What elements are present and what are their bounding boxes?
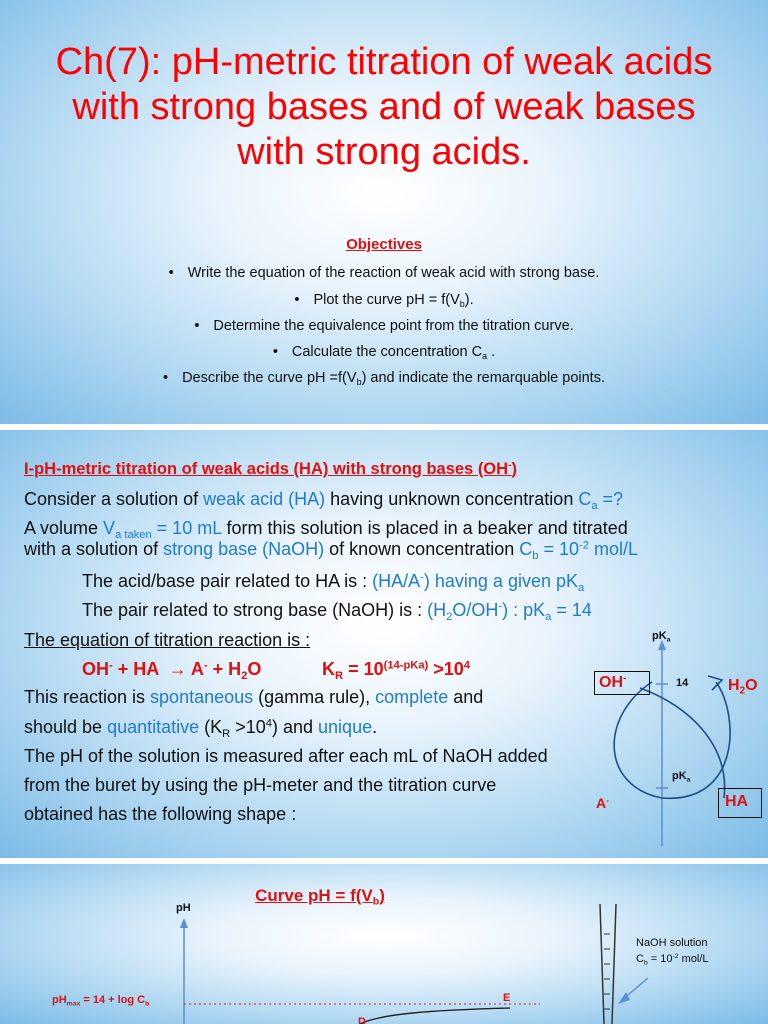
- text-line: The pH of the solution is measured after each mL of NaOH added: [24, 746, 548, 766]
- text-line: from the buret by using the pH-meter and the titration curve: [24, 775, 497, 795]
- curve-title: Curve pH = $f(V_b)$: [255, 886, 385, 908]
- objective-item: • Calculate the concentration $C_a$ .: [0, 344, 768, 360]
- slide-curve: [0, 864, 768, 1024]
- slide-objectives: [0, 0, 768, 424]
- text-line: obtained has the following shape :: [24, 804, 297, 824]
- h2o-label: $H_2O$: [728, 677, 758, 697]
- point-e-label: E: [503, 992, 511, 1004]
- objective-item: • Write the equation of the reaction of weak acid with strong base.: [0, 265, 768, 281]
- gamma-rule-diagram: [580, 626, 768, 856]
- objective-item: • Describe the curve pH $=f(V_b)$ and indicate the remarquable points.: [0, 370, 768, 386]
- tick-14-label: 14: [676, 677, 689, 689]
- objective-item: • Determine the equivalence point from the titration curve.: [0, 318, 768, 334]
- slide-titration-intro: [0, 430, 768, 858]
- oh-box: OH-: [594, 671, 650, 695]
- text-line: with a solution of strong base (NaOH) of known concentration $C_b = 10^{-2}$ mol/L: [24, 539, 638, 562]
- objectives-heading: Objectives: [346, 236, 422, 253]
- ha-box: HA: [718, 788, 762, 818]
- text-line: A volume $V_{a taken} = 10$ mL form this solution is placed in a beaker and titrated: [24, 518, 628, 541]
- naoh-concentration-label: $C_b = 10^{-2}$ mol/L: [636, 952, 709, 967]
- text-line: The pair related to strong base (NaOH) is : $(H_2O/OH^-)$ : $pK_a = 14$: [82, 600, 592, 623]
- text-line: This reaction is spontaneous (gamma rule), complete and: [24, 687, 484, 707]
- point-d-label: D: [358, 1016, 366, 1024]
- text-line: should be quantitative $(K_R >10^4)$ and unique.: [24, 717, 378, 740]
- objective-item: • Plot the curve pH = $f(V_b)$.: [0, 292, 768, 308]
- pka-axis-label: $pK_a$: [652, 630, 671, 644]
- slide-title: Ch(7): pH-metric titration of weak acids with strong bases and of weak bases with strong acids.: [55, 41, 713, 173]
- text-line: The equation of titration reaction is :: [24, 630, 311, 650]
- section-heading: I-pH-metric titration of weak acids (HA) with strong bases (OH-): [24, 459, 517, 478]
- text-line: Consider a solution of weak acid (HA) having unknown concentration $C_a$ =?: [24, 489, 624, 512]
- a-minus-label: A-: [596, 794, 610, 811]
- tick-pka-label: $pK_a$: [672, 770, 691, 784]
- equilibrium-constant: $K_R = 10^{(14-pKa)} >10^4$: [322, 659, 471, 682]
- naoh-solution-label: NaOH solution: [636, 937, 708, 949]
- burette-left: [600, 904, 604, 1024]
- phmax-label: $pH_{max} = 14 + \log C_b$: [52, 994, 150, 1008]
- curve-segment: [360, 1008, 510, 1024]
- y-axis-label: pH: [176, 902, 191, 914]
- reaction-equation: OH- + HA → $A^- + H_2O$: [82, 659, 262, 682]
- burette-right: [612, 904, 616, 1024]
- text-line: The acid/base pair related to HA is : (HA/A-) having a given $pK_a$: [82, 571, 585, 594]
